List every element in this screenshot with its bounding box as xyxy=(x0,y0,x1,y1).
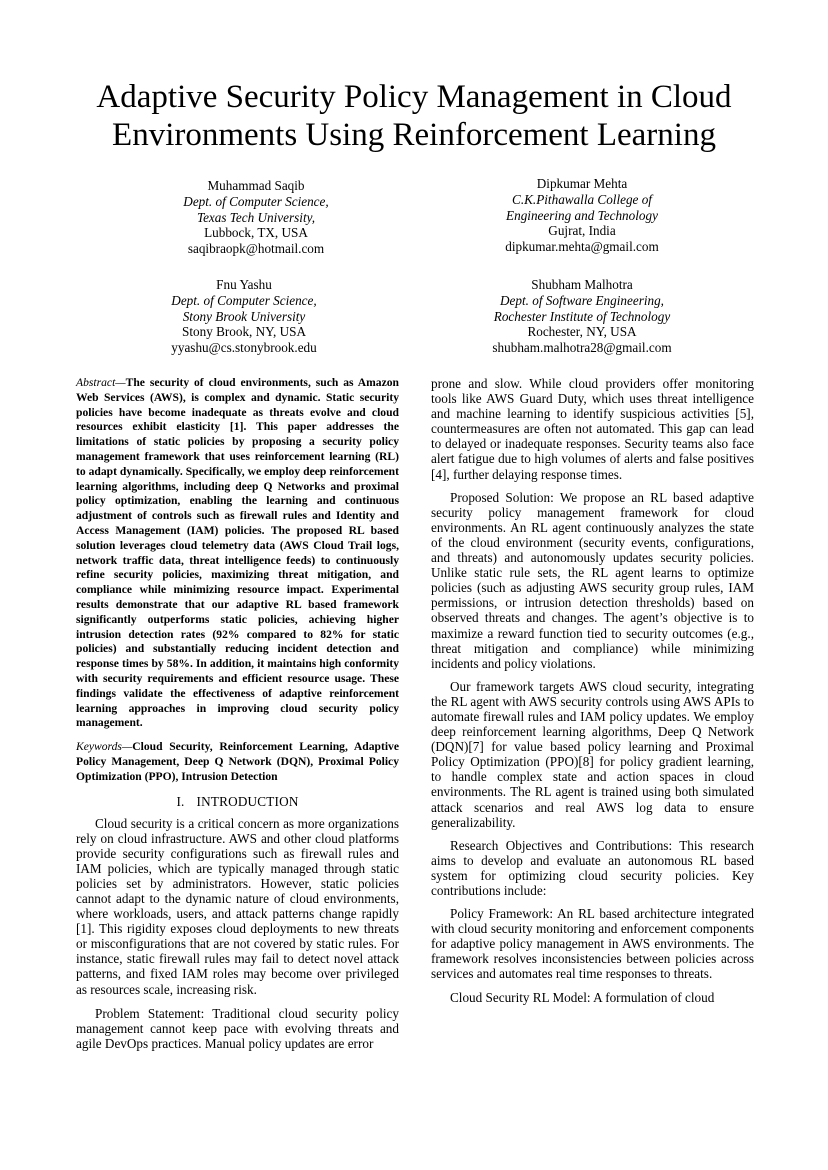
body-paragraph: Cloud Security RL Model: A formulation of cloud xyxy=(450,989,715,1005)
author-name: Dipkumar Mehta xyxy=(536,176,628,191)
title-line-1: Adaptive Security Policy Management in Cloud xyxy=(96,79,732,115)
abstract-label: Abstract— xyxy=(76,376,126,389)
section-heading-introduction xyxy=(76,794,399,810)
author-affiliation: C.K.Pithawalla College of xyxy=(512,191,652,207)
author-affiliation: Dept. of Software Engineering, xyxy=(500,292,664,308)
body-paragraph: Our framework targets AWS cloud security, integrating the RL agent with AWS security controls using AWS APIs to automate firewall rules and IAM policy updates. We employ deep reinforcement learning algorithms, Deep Q Network (DQN)[7] for value based policy learning and Proximal Policy Optimization (PPO)[8] for policy gradient learning, to handle complex state and action spaces in cloud environments. The RL agent is trained using both simulated attack scenarios and real AWS log data to ensure generalizability. xyxy=(431,678,754,830)
author-block-saqib xyxy=(106,178,406,257)
body-paragraph: Proposed Solution: We propose an RL based adaptive security policy management framework for cloud environments. An RL agent continuously analyzes the state of the cloud environment (security events, configurations, and threats) and autonomously updates security policies. Unlike static rule sets, the RL agent learns to optimize policies (such as adjusting AWS security group rules, IAM permissions, or intrusion detection thresholds) based on observed threats and changes. The agent’s objective is to maximize a reward function tied to security outcomes (e.g., threat mitigation and compliance) while minimizing incidents and policy violations. xyxy=(431,489,754,671)
author-name: Fnu Yashu xyxy=(216,277,272,292)
author-location: Rochester, NY, USA xyxy=(527,324,637,340)
author-affiliation: Rochester Institute of Technology xyxy=(493,308,671,324)
section-title: INTRODUCTION xyxy=(196,793,299,809)
body-paragraph: Cloud security is a critical concern as more organizations rely on cloud infrastructure. AWS and other cloud platforms provide security configurations such as firewall rules and IAM policies, which are typically managed through static policies set by administrators. However, static policies cannot adapt to the dynamic nature of cloud environments, where workloads, users, and attack patterns change rapidly [1]. This rigidity exposes cloud deployments to new threats or misconfigurations that are not covered by static rules. For instance, static firewall rules may fail to detect novel attack patterns, and fixed IAM roles may become over privileged as resources scale, increasing risk. xyxy=(76,815,399,997)
body-paragraph: Problem Statement: Traditional cloud security policy management cannot keep pace with evolving threats and agile DevOps practices. Manual policy updates are error xyxy=(76,1005,399,1051)
author-email: shubham.malhotra28@gmail.com xyxy=(492,340,672,356)
keywords xyxy=(76,740,399,784)
title-line-2: Environments Using Reinforcement Learning xyxy=(112,117,716,153)
author-block-malhotra xyxy=(432,277,732,356)
author-affiliation: Dept. of Computer Science, xyxy=(171,292,317,308)
author-location: Gujrat, India xyxy=(548,223,616,239)
author-block-yashu xyxy=(94,277,394,356)
section-number: I. xyxy=(176,793,185,809)
author-location: Stony Brook, NY, USA xyxy=(182,324,306,340)
right-column xyxy=(431,376,754,1013)
author-email: yyashu@cs.stonybrook.edu xyxy=(171,340,317,356)
author-block-mehta xyxy=(432,176,732,255)
keywords-label: Keywords— xyxy=(76,740,133,754)
author-affiliation: Stony Brook University xyxy=(182,308,306,324)
author-email: saqibraopk@hotmail.com xyxy=(187,241,325,257)
keywords-text: Cloud Security, Reinforcement Learning, Adaptive Policy Management, Deep Q Network (DQN), Proximal Policy Optimization (PPO), Intrusion Detection xyxy=(76,740,399,783)
author-affiliation: Dept. of Computer Science, xyxy=(183,193,329,209)
body-paragraph: Research Objectives and Contributions: This research aims to develop and evaluate an autonomous RL based system for optimizing cloud security policies. Key contributions include: xyxy=(431,837,754,898)
author-affiliation: Texas Tech University, xyxy=(196,209,316,225)
paper-title xyxy=(60,78,768,154)
author-email: dipkumar.mehta@gmail.com xyxy=(505,239,659,255)
author-name: Shubham Malhotra xyxy=(531,277,633,292)
abstract xyxy=(76,376,399,731)
left-column xyxy=(76,376,399,1060)
author-location: Lubbock, TX, USA xyxy=(204,225,308,241)
abstract-text: The security of cloud environments, such as Amazon Web Services (AWS), is complex and dynamic. Static security policies have become inadequate as threats evolve and cloud resources exhibit elasticity [1]. This paper addresses the limitations of static policies by proposing a security policy management framework that uses reinforcement learning (RL) to adapt dynamically. Specifically, we employ deep reinforcement learning algorithms, including deep Q Networks and proximal policy optimization, enabling the learning and continuous adjustment of controls such as firewall rules and Identity and Access Management (IAM) policies. The proposed RL based solution leverages cloud telemetry data (AWS Cloud Trail logs, network traffic data, threat intelligence feeds) to continuously refine security policies, maximizing threat mitigation, and compliance while minimizing resource impact. Experimental results demonstrate that our adaptive RL based framework significantly outperforms static policies, achieving higher intrusion detection rates (92% compared to 82% for static policies) and substantially reducing incident detection and response times by 58%. In addition, it maintains high conformity with security requirements and efficient resource usage. These findings validate the effectiveness of adaptive reinforcement learning approaches in improving cloud security policy management. xyxy=(76,376,399,730)
author-affiliation: Engineering and Technology xyxy=(506,207,658,223)
body-paragraph: prone and slow. While cloud providers offer monitoring tools like AWS Guard Duty, which uses threat intelligence and machine learning to identify suspicious activities [5], countermeasures are often not automated. This gap can lead to delayed or inadequate responses. Security teams also face alert fatigue due to high volumes of alerts and false positives [4], further delaying response times. xyxy=(431,376,754,482)
author-name: Muhammad Saqib xyxy=(207,178,305,193)
body-paragraph: Policy Framework: An RL based architecture integrated with cloud security monitoring and enforcement components for adaptive policy management in AWS environments. The framework resolves inconsistencies between policies across services and automates real time responses to threats. xyxy=(431,906,754,982)
